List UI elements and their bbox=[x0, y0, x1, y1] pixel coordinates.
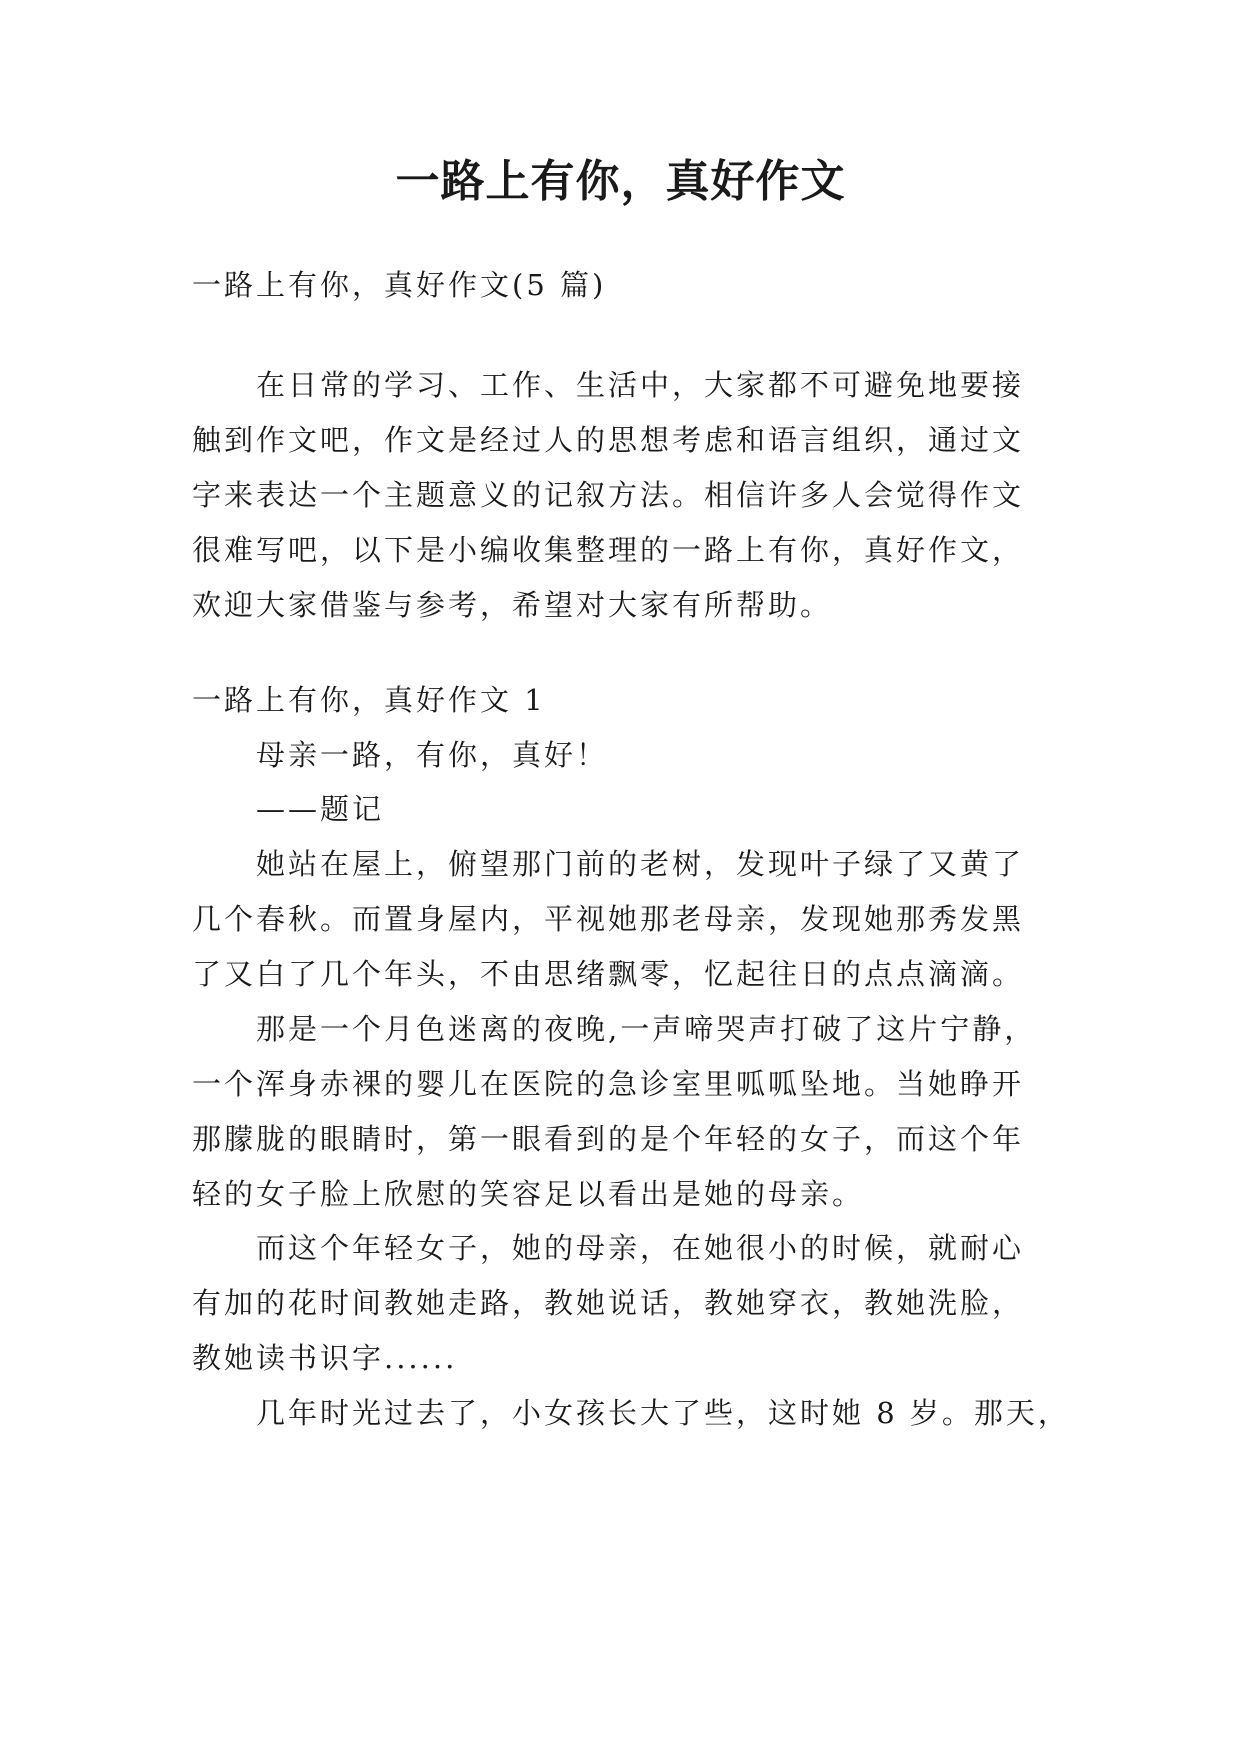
body-line: 她站在屋上，俯望那门前的老树，发现叶子绿了又黄了 bbox=[256, 847, 1025, 881]
body-line: 那是一个月色迷离的夜晚,一声啼哭声打破了这片宁静， bbox=[256, 1012, 1037, 1046]
body-line: 了又白了几个年头，不由思绪飘零，忆起往日的点点滴滴。 bbox=[192, 957, 1025, 991]
body-line: 几个春秋。而置身屋内，平视她那老母亲，发现她那秀发黑 bbox=[192, 902, 1025, 936]
body-line: 那朦胧的眼睛时，第一眼看到的是个年轻的女子，而这个年 bbox=[192, 1122, 1025, 1156]
section-heading: 一路上有你，真好作文 1 bbox=[192, 683, 546, 717]
body-line: 几年时光过去了，小女孩长大了些，这时她 8 岁。那天， bbox=[256, 1396, 1070, 1430]
body-line: 而这个年轻女子，她的母亲，在她很小的时候，就耐心 bbox=[256, 1231, 1025, 1265]
document-title: 一路上有你，真好作文 bbox=[395, 156, 846, 207]
intro-line: 触到作文吧，作文是经过人的思想考虑和语言组织，通过文 bbox=[192, 423, 1025, 457]
intro-line: 在日常的学习、工作、生活中，大家都不可避免地要接 bbox=[256, 368, 1025, 402]
epigraph-note: ——题记 bbox=[256, 792, 385, 826]
body-line: 一个浑身赤裸的婴儿在医院的急诊室里呱呱坠地。当她睁开 bbox=[192, 1067, 1025, 1101]
body-line: 轻的女子脸上欣慰的笑容足以看出是她的母亲。 bbox=[192, 1177, 865, 1211]
body-line: 有加的花时间教她走路，教她说话，教她穿衣，教她洗脸， bbox=[192, 1286, 1025, 1320]
intro-line: 很难写吧，以下是小编收集整理的一路上有你，真好作文， bbox=[192, 533, 1025, 567]
body-line: 教她读书识字...... bbox=[192, 1341, 458, 1375]
document-subtitle: 一路上有你，真好作文(5 篇) bbox=[192, 268, 607, 302]
intro-line: 字来表达一个主题意义的记叙方法。相信许多人会觉得作文 bbox=[192, 478, 1025, 512]
epigraph: 母亲一路，有你，真好！ bbox=[256, 738, 609, 772]
intro-line: 欢迎大家借鉴与参考，希望对大家有所帮助。 bbox=[192, 588, 833, 622]
